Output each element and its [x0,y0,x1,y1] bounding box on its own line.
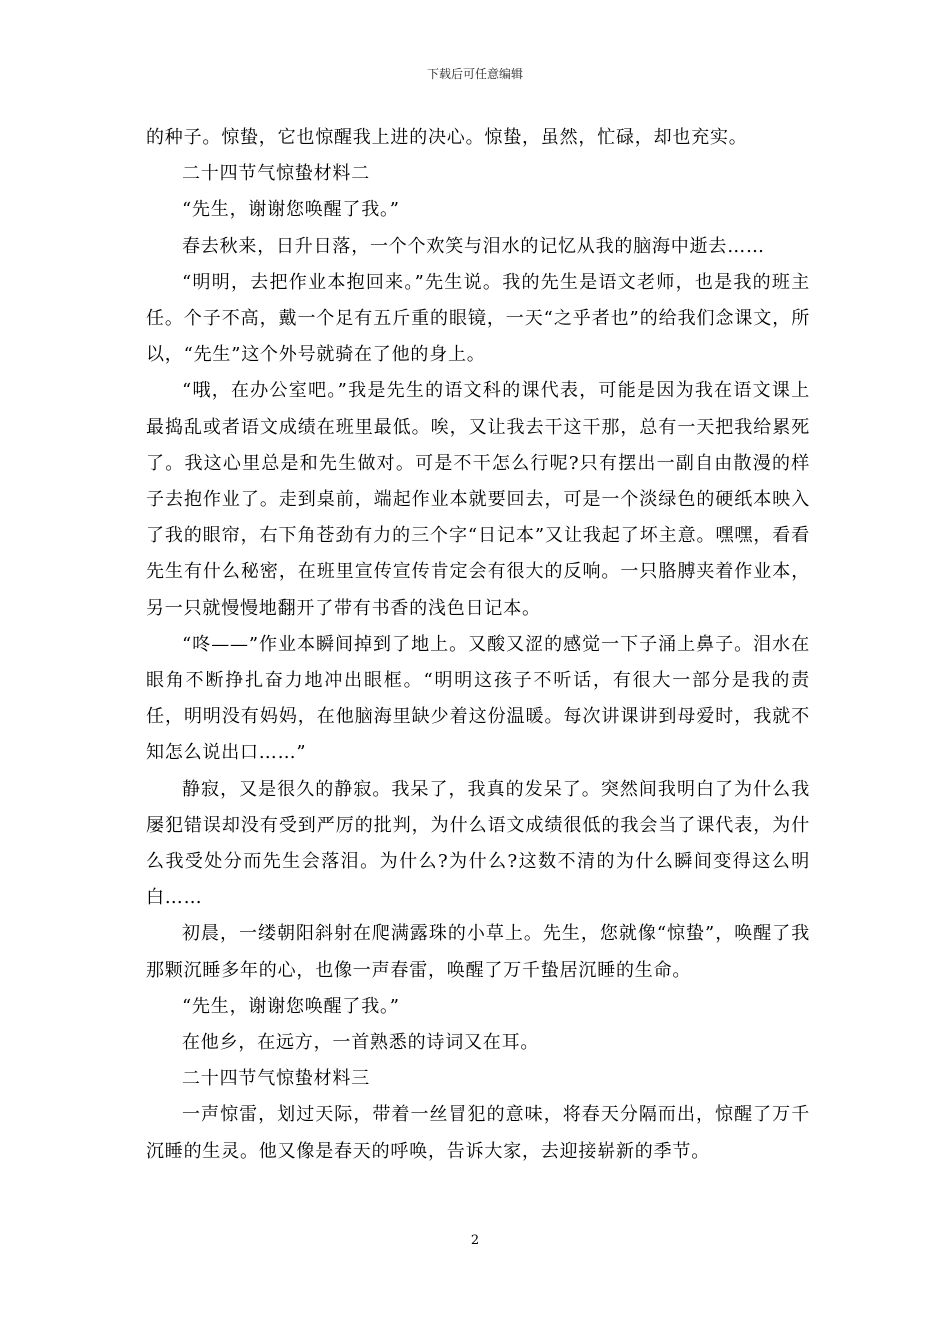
paragraph-6: “哦，在办公室吧。”我是先生的语文科的课代表，可能是因为我在语文课上最捣乱或者语文成绩在班里最低。唉，又让我去干这干那，总有一天把我给累死了。我这心里总是和先生做对。可是不干怎么行呢?只有摆出一副自由散漫的样子去抱作业了。走到桌前，端起作业本就要回去，可是一个淡绿色的硬纸本映入了我的眼帘，右下角苍劲有力的三个字“日记本”又让我起了坏主意。嘿嘿，看看先生有什么秘密，在班里宣传宣传肯定会有很大的反响。一只胳膊夹着作业本，另一只就慢慢地翻开了带有书香的浅色日记本。 [146,380,810,619]
paragraph-13: 一声惊雷，划过天际，带着一丝冒犯的意味，将春天分隔而出，惊醒了万千沉睡的生灵。他又像是春天的呼唤，告诉大家，去迎接崭新的季节。 [146,1104,810,1162]
paragraph-4: 春去秋来，日升日落，一个个欢笑与泪水的记忆从我的脑海中逝去…… [182,235,765,257]
section-heading-material-3: 二十四节气惊蛰材料三 [182,1068,370,1090]
page-number: 2 [470,1233,480,1248]
paragraph-5: “明明，去把作业本抱回来。”先生说。我的先生是语文老师，也是我的班主任。个子不高，戴一个足有五斤重的眼镜，一天“之乎者也”的给我们念课文，所以，“先生”这个外号就骑在了他的身上。 [146,271,810,366]
paragraph-8: 静寂，又是很久的静寂。我呆了，我真的发呆了。突然间我明白了为什么我屡犯错误却没有受到严厉的批判，为什么语文成绩很低的我会当了课代表，为什么我受处分而先生会落泪。为什么?为什么?这数不清的为什么瞬间变得这么明白…… [146,778,810,909]
paragraph-7: “咚——”作业本瞬间掉到了地上。又酸又涩的感觉一下子涌上鼻子。泪水在眼角不断挣扎奋力地冲出眼框。“明明这孩子不听话，有很大一部分是我的责任，明明没有妈妈，在他脑海里缺少着这份温暖。每次讲课讲到母爱时，我就不知怎么说出口……” [146,633,810,764]
page-header: 下载后可任意编辑 [426,67,523,81]
document-body [146,120,810,1170]
paragraph-9: 初晨，一缕朝阳斜射在爬满露珠的小草上。先生，您就像“惊蛰”，唤醒了我那颗沉睡多年的心，也像一声春雷，唤醒了万千蛰居沉睡的生命。 [146,923,810,981]
paragraph-10: “先生，谢谢您唤醒了我。” [182,995,400,1017]
paragraph-11: 在他乡，在远方，一首熟悉的诗词又在耳。 [182,1032,540,1054]
paragraph-3: “先生，谢谢您唤醒了我。” [182,199,400,221]
paragraph-1: 的种子。惊蛰，它也惊醒我上进的决心。惊蛰，虽然，忙碌，却也充实。 [146,127,748,148]
section-heading-material-2: 二十四节气惊蛰材料二 [182,163,370,185]
